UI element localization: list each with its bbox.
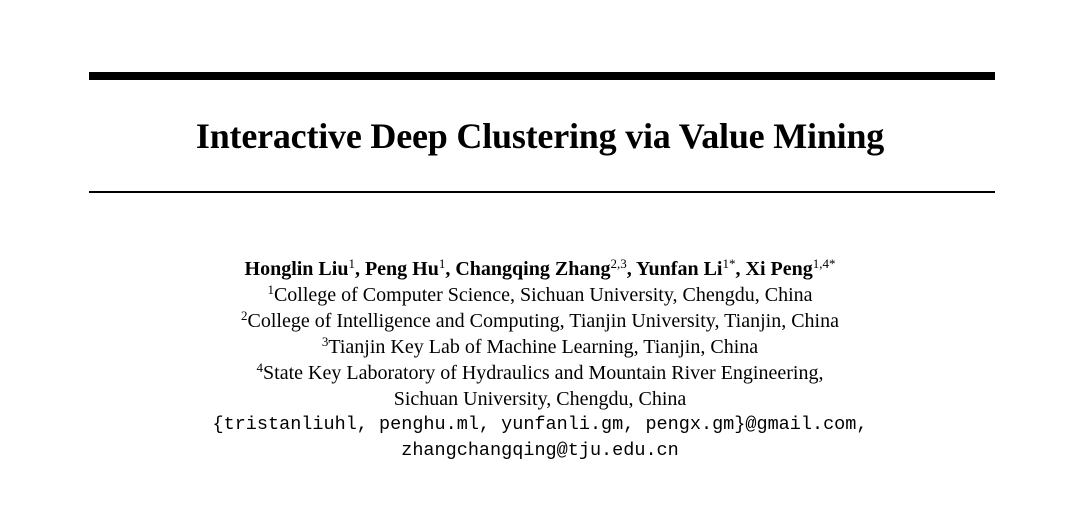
top-rule	[89, 72, 995, 80]
paper-title: Interactive Deep Clustering via Value Mining	[195, 116, 885, 156]
author-separator: ,	[354, 258, 365, 280]
affiliation-line	[0, 360, 1080, 386]
author-separator: ,	[735, 258, 746, 280]
author-superscript: 2,3	[610, 256, 627, 271]
author-superscript: 1	[348, 256, 355, 271]
author-separator: ,	[445, 258, 456, 280]
author-name: Xi Peng	[745, 258, 813, 280]
affiliation-text: Tianjin Key Lab of Machine Learning, Tianjin, China	[328, 336, 759, 358]
author-name: Changqing Zhang	[455, 258, 611, 280]
author-superscript: 1,4*	[812, 256, 836, 271]
email-line: {tristanliuhl, penghu.ml, yunfanli.gm, pengx.gm}@gmail.com,	[212, 414, 868, 435]
author-separator: ,	[626, 258, 636, 280]
affiliation-superscript: 2	[241, 308, 248, 323]
author-name: Yunfan Li	[635, 258, 723, 280]
affiliation-line	[0, 334, 1080, 360]
affiliation-text: State Key Laboratory of Hydraulics and Mountain River Engineering,	[263, 362, 824, 384]
affiliation-line	[0, 282, 1080, 308]
affiliation-text: College of Intelligence and Computing, Tianjin University, Tianjin, China	[247, 310, 839, 332]
affiliation-continuation: Sichuan University, Chengdu, China	[393, 388, 687, 410]
author-superscript: 1	[438, 256, 446, 271]
author-name: Peng Hu	[364, 258, 439, 280]
author-list	[0, 256, 1080, 282]
affiliation-line	[0, 308, 1080, 334]
author-superscript: 1*	[722, 256, 736, 271]
bottom-rule	[89, 191, 995, 193]
affiliation-superscript: 4	[256, 360, 264, 375]
affiliation-superscript: 3	[321, 334, 329, 349]
affiliation-text: College of Computer Science, Sichuan University, Chengdu, China	[273, 284, 813, 306]
affiliation-superscript: 1	[267, 282, 274, 297]
email-line: zhangchangqing@tju.edu.cn	[401, 440, 679, 461]
author-block	[0, 256, 1080, 464]
author-name: Honglin Liu	[244, 258, 349, 280]
